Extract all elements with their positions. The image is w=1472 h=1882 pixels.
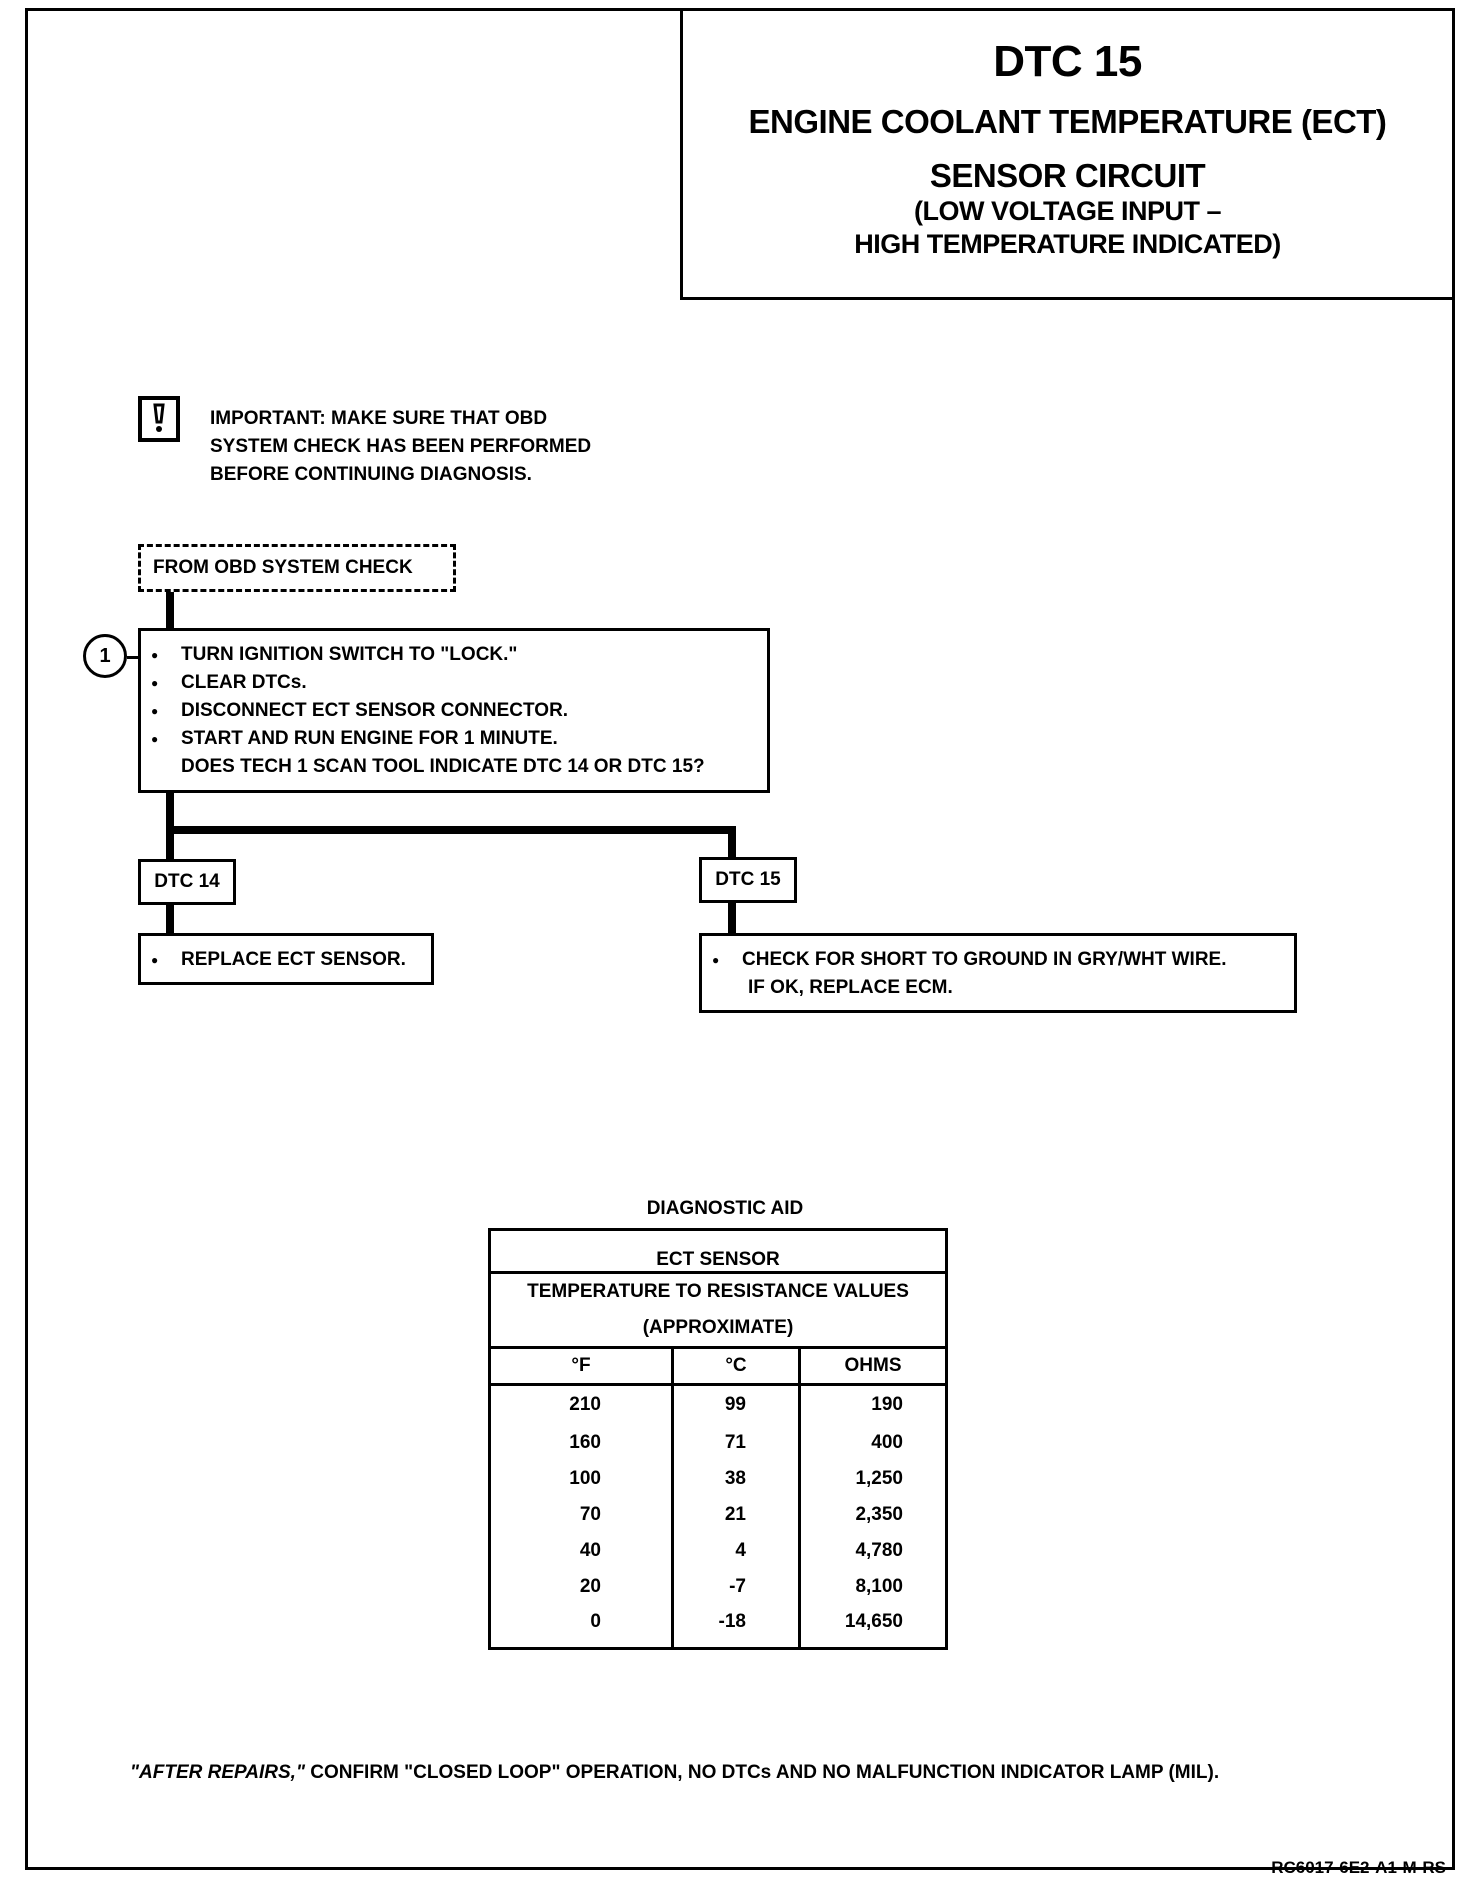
cell-celsius: 21 xyxy=(673,1497,800,1533)
document-reference-code: RC6017-6E2-A1-M-RS xyxy=(1271,1858,1446,1877)
branch-dtc14-box xyxy=(138,859,236,905)
important-icon xyxy=(138,396,180,442)
column-header-ohms: OHMS xyxy=(800,1348,947,1385)
table-header-line: TEMPERATURE TO RESISTANCE VALUES xyxy=(527,1281,909,1302)
connector-line xyxy=(728,826,736,859)
important-line2: SYSTEM CHECK HAS BEEN PERFORMED xyxy=(210,436,592,457)
after-repairs-text: CONFIRM "CLOSED LOOP" OPERATION, NO DTCs AND NO MALFUNCTION INDICATOR LAMP (MIL). xyxy=(304,1762,1220,1783)
step1-bullet: ● CLEAR DTCs. xyxy=(141,669,767,697)
cell-fahrenheit: 70 xyxy=(579,1503,601,1525)
result-dtc15-text2: IF OK, REPLACE ECM. xyxy=(748,977,953,998)
connector-line xyxy=(166,826,736,834)
title-line2: SENSOR CIRCUIT xyxy=(929,157,1206,194)
ect-sensor-table xyxy=(488,1228,948,1650)
title-line3: (LOW VOLTAGE INPUT – xyxy=(914,196,1221,226)
table-row xyxy=(490,1461,947,1497)
important-line1: IMPORTANT: MAKE SURE THAT OBD xyxy=(210,408,548,429)
dtc-code-title: DTC 15 xyxy=(993,37,1142,86)
cell-celsius: -18 xyxy=(673,1605,800,1649)
title-line4: HIGH TEMPERATURE INDICATED) xyxy=(854,229,1281,259)
cell-fahrenheit: 40 xyxy=(579,1539,601,1561)
result-dtc14-list xyxy=(141,946,431,974)
step1-bullet: ● TURN IGNITION SWITCH TO "LOCK." xyxy=(141,641,767,669)
result-dtc15-list xyxy=(702,946,1294,974)
column-header-fahrenheit: °F xyxy=(490,1348,673,1385)
title-box xyxy=(680,8,1455,300)
result-dtc14-text: ● REPLACE ECT SENSOR. xyxy=(141,946,431,974)
cell-fahrenheit: 0 xyxy=(590,1610,601,1632)
table-row xyxy=(490,1533,947,1569)
column-header-celsius: °C xyxy=(673,1348,800,1385)
connector-line xyxy=(728,903,736,933)
diagnostic-aid-title: DIAGNOSTIC AID xyxy=(646,1198,804,1219)
connector-line xyxy=(166,905,174,933)
result-dtc15-text: ● CHECK FOR SHORT TO GROUND IN GRY/WHT WIRE. xyxy=(702,946,1294,974)
branch-dtc15-label: DTC 15 xyxy=(715,869,781,890)
table-row xyxy=(490,1605,947,1649)
cell-ohms: 1,250 xyxy=(800,1461,947,1497)
branch-dtc15-box xyxy=(699,857,797,903)
connector-line xyxy=(166,592,174,628)
table-header-line: (APPROXIMATE) xyxy=(642,1317,794,1338)
cell-celsius: 4 xyxy=(673,1533,800,1569)
step1-question: DOES TECH 1 SCAN TOOL INDICATE DTC 14 OR DTC 15? xyxy=(181,756,705,777)
table-header-values xyxy=(490,1273,947,1348)
table-row xyxy=(490,1497,947,1533)
table-row xyxy=(490,1425,947,1461)
cell-ohms: 400 xyxy=(800,1425,947,1461)
cell-fahrenheit: 20 xyxy=(579,1575,601,1597)
cell-ohms: 2,350 xyxy=(800,1497,947,1533)
important-line3: BEFORE CONTINUING DIAGNOSIS. xyxy=(210,464,532,485)
branch-dtc14-label: DTC 14 xyxy=(154,871,220,892)
cell-fahrenheit: 160 xyxy=(569,1431,601,1453)
step1-bullet: ● DISCONNECT ECT SENSOR CONNECTOR. xyxy=(141,697,767,725)
start-box xyxy=(138,544,456,592)
cell-ohms: 4,780 xyxy=(800,1533,947,1569)
table-row xyxy=(490,1385,947,1425)
cell-ohms: 14,650 xyxy=(800,1605,947,1649)
cell-fahrenheit: 210 xyxy=(569,1394,601,1416)
cell-celsius: -7 xyxy=(673,1569,800,1605)
step1-box xyxy=(138,628,770,793)
table-row xyxy=(490,1569,947,1605)
step1-bullet: ● START AND RUN ENGINE FOR 1 MINUTE. xyxy=(141,725,767,753)
result-dtc14-box xyxy=(138,933,434,985)
cell-ohms: 8,100 xyxy=(800,1569,947,1605)
cell-celsius: 71 xyxy=(673,1425,800,1461)
cell-celsius: 99 xyxy=(673,1385,800,1425)
cell-ohms: 190 xyxy=(800,1385,947,1425)
table-header-ect: ECT SENSOR xyxy=(490,1230,947,1273)
after-repairs-note xyxy=(130,1762,1219,1784)
step1-bullet-list xyxy=(141,641,767,753)
step-number-badge: 1 xyxy=(83,634,127,678)
cell-fahrenheit: 100 xyxy=(569,1467,601,1489)
start-label: FROM OBD SYSTEM CHECK xyxy=(153,557,413,578)
after-repairs-label: "AFTER REPAIRS," xyxy=(130,1762,305,1783)
important-note xyxy=(210,405,680,489)
title-line1: ENGINE COOLANT TEMPERATURE (ECT) xyxy=(748,103,1387,140)
cell-celsius: 38 xyxy=(673,1461,800,1497)
result-dtc15-box xyxy=(699,933,1297,1013)
